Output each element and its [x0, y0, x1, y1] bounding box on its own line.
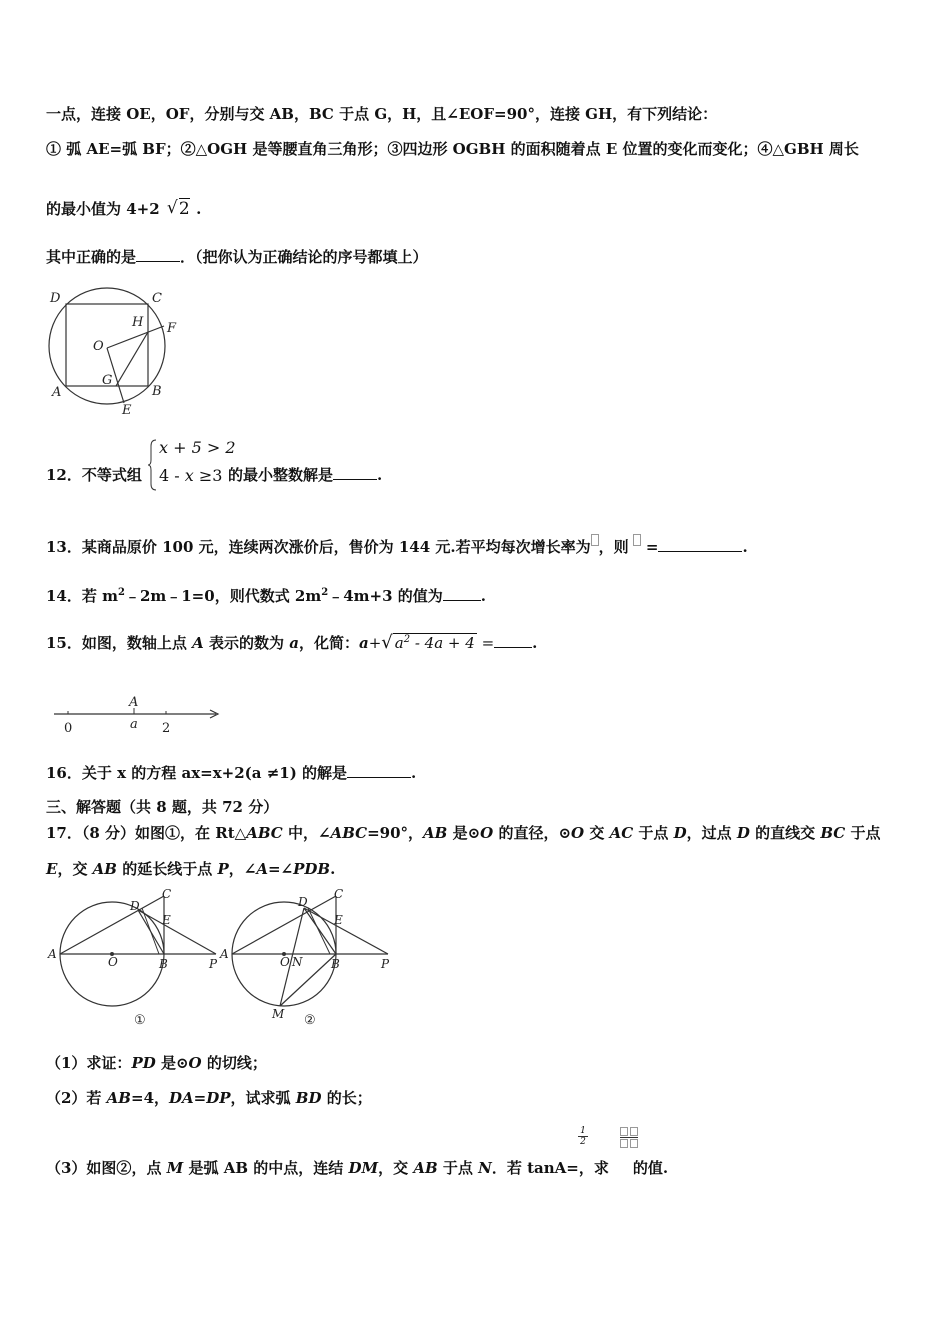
radical-sign: √ [381, 632, 393, 653]
label-point-a: A [129, 695, 139, 710]
label-c: C [162, 888, 172, 901]
q13-mid: ，则 [598, 538, 629, 556]
label-e: E [334, 913, 343, 927]
q11-line1: 一点，连接 OE，OF，分别与交 AB，BC 于点 G，H，且∠EOF=90°，连接 GH，有下列结论： [46, 105, 718, 123]
answer-blank-16[interactable] [347, 762, 411, 778]
label-zero: 0 [64, 721, 73, 736]
q17-sub3: （3）如图②，点 M 是弧 AB 的中点，连结 DM，交 AB 于点 N．若 tanA=，求 的值. [46, 1159, 669, 1177]
q13-eq: = [640, 538, 659, 556]
q15-end: . [532, 634, 538, 652]
q14-end: . [480, 587, 486, 605]
tan-fraction: 1 2 [578, 1126, 588, 1147]
q12-num: 12．不等式组 [46, 466, 142, 484]
q15-point-a: A [192, 634, 204, 652]
q13-text: 13．某商品原价 100 元，连续两次涨价后，售价为 144 元.若平均每次增长率为 [46, 538, 591, 556]
label-d: D [130, 899, 140, 913]
placeholder-symbol [591, 534, 599, 546]
answer-blank-12[interactable] [333, 464, 377, 480]
label-m: M [272, 1007, 285, 1021]
label-e: E [162, 913, 171, 927]
label-c: C [152, 291, 162, 306]
answer-blank-14[interactable] [443, 585, 481, 601]
q14-sup1: 2 [117, 587, 125, 598]
q17-figure-2 [218, 888, 398, 1038]
label-a: A [220, 947, 229, 961]
ineq-1: x + 5 > 2 [159, 438, 236, 457]
ineq-2: 4 - x ≥3 [159, 466, 223, 485]
line-shade [142, 908, 159, 954]
label-c: C [334, 888, 344, 901]
label-p: P [209, 957, 218, 971]
answer-blank-15[interactable] [494, 632, 532, 648]
q14 [46, 585, 486, 606]
q15-plus: + [368, 634, 382, 652]
q16-end: . [411, 764, 417, 782]
label-e: E [122, 403, 132, 418]
q14-pre: 14．若 m [46, 587, 118, 605]
q15-var-a: a [289, 634, 299, 652]
label-n: N [292, 955, 303, 969]
label-a: A [52, 385, 62, 400]
q17-line1: 17．（8 分）如图①，在 Rt△ABC 中，∠ABC=90°，AB 是⊙O 的直径，⊙O 交 AC 于点 D，过点 D 的直线交 BC 于点 [46, 824, 881, 842]
label-o: O [108, 955, 118, 969]
caption-2: ② [304, 1013, 316, 1028]
q11-line3-text: 的最小值为 4+2 [46, 200, 160, 218]
label-g: G [102, 373, 113, 388]
q12-tail-text: 的最小整数解是 [228, 466, 334, 484]
q15 [46, 632, 537, 653]
q15-mid: 表示的数为 [203, 634, 290, 652]
q17-line2: E，交 AB 的延长线于点 P，∠A=∠PDB. [46, 860, 336, 878]
q11-line4-pre: 其中正确的是 [46, 248, 137, 266]
q11-line3-end: . [196, 200, 202, 218]
label-f: F [167, 321, 177, 336]
label-o: O [93, 339, 104, 354]
ratio-fraction [620, 1127, 638, 1148]
q14-sup2: 2 [321, 587, 329, 598]
label-b: B [152, 384, 162, 399]
label-var-a: a [130, 717, 138, 732]
radicand: $a^2 - 4a + 4$ [394, 634, 475, 652]
q14-post: ﹣4m+3 的值为 [328, 587, 443, 605]
placeholder-symbol-2 [633, 534, 641, 546]
q13 [46, 536, 748, 557]
q15-post: ，化简： [298, 634, 359, 652]
q14-mid: ﹣2m﹣1=0，则代数式 2m [124, 587, 322, 605]
label-h: H [132, 315, 144, 330]
segment-gh [116, 332, 148, 386]
q17-sub2: （2）若 AB=4，DA=DP，试求弧 BD 的长； [46, 1089, 372, 1107]
q13-end: . [742, 538, 748, 556]
number-line [50, 690, 230, 740]
line-ac [232, 896, 336, 954]
line-dp [304, 908, 388, 954]
label-o: O [280, 955, 290, 969]
q11-line3: 的最小值为 4+2 √ 2 . [46, 198, 202, 219]
q16-text: 16．关于 x 的方程 ax=x+2(a ≠1) 的解是 [46, 764, 348, 782]
label-two: 2 [162, 721, 171, 736]
q15-eq: = [476, 634, 495, 652]
label-d: D [298, 895, 308, 909]
label-a: A [48, 947, 57, 961]
label-p: P [381, 957, 390, 971]
label-b: B [331, 957, 340, 971]
q12-end: . [377, 466, 383, 484]
q15-pre: 15．如图，数轴上点 [46, 634, 193, 652]
answer-blank-13[interactable] [658, 536, 742, 552]
answer-blank-11[interactable] [136, 246, 180, 262]
q12-tail [228, 464, 382, 485]
q17-figure-1 [46, 888, 226, 1038]
q16 [46, 762, 416, 783]
q15-expr-a: a [358, 634, 369, 652]
label-b: B [159, 957, 168, 971]
q11-line2: ① 弧 AE=弧 BF；②△OGH 是等腰直角三角形；③四边形 OGBH 的面积随着点 E 位置的变化而变化；④△GBH 周长 [46, 140, 859, 158]
line-dp [138, 910, 216, 954]
q17-sub1: （1）求证：PD 是⊙O 的切线； [46, 1054, 267, 1072]
label-d: D [50, 291, 61, 306]
q11-figure [42, 286, 192, 421]
caption-1: ① [134, 1013, 146, 1028]
q11-line4-post: ．（把你认为正确结论的序号都填上） [180, 248, 428, 266]
q11-line4 [46, 246, 428, 267]
section-title: 三、解答题（共 8 题，共 72 分） [46, 798, 279, 816]
brace [148, 438, 158, 492]
